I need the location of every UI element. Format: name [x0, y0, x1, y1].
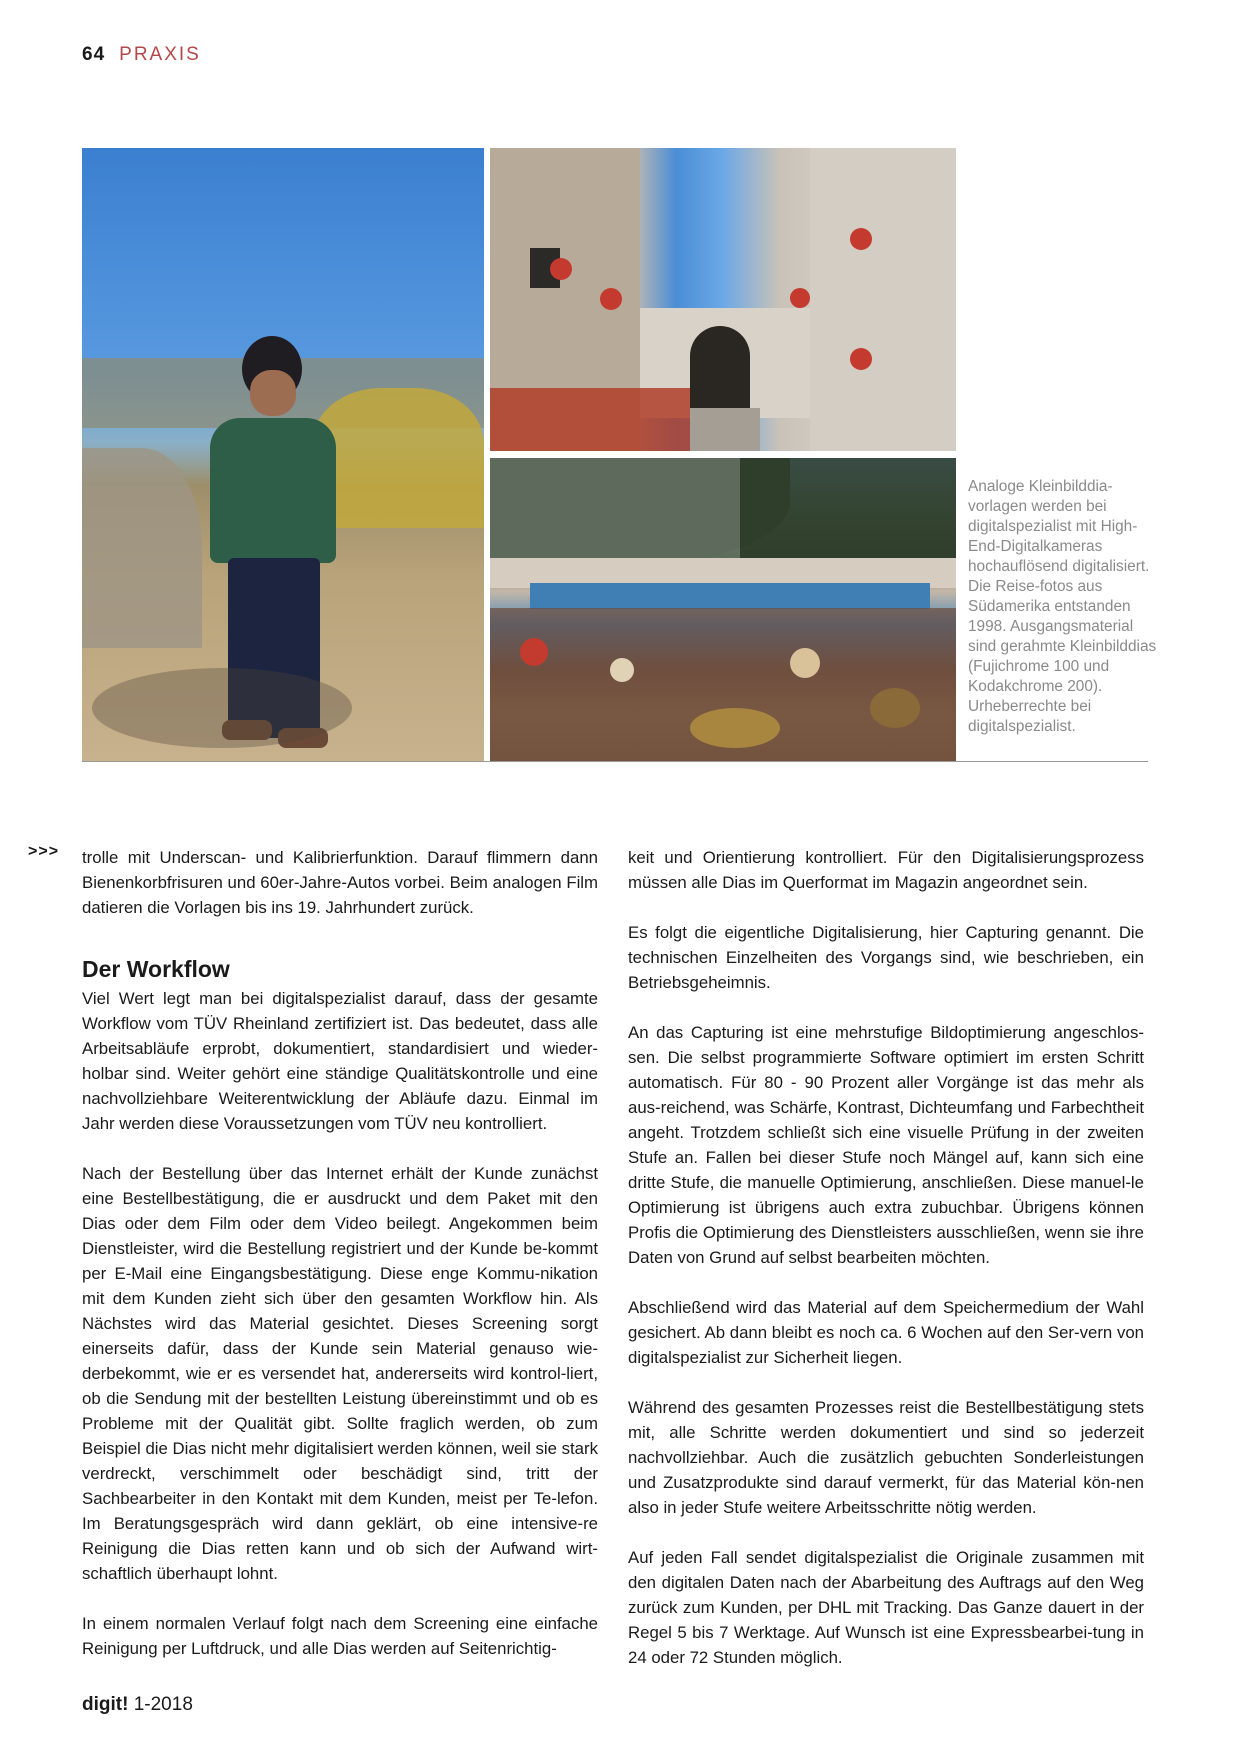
photo-boy-on-path [82, 148, 484, 761]
paragraph: Während des gesamten Prozesses reist die Bestellbestätigung stets mit, alle Schritte werden dokumentiert und sind so jederzeit nachvollziehbar. Auch die zusätzlich gebuchten Sonderleistungen und Zusatzprodukte sind darauf vermerkt, für das Material kön-nen also in jeder Stufe weitere Arbeitsschritte nötig werden. [628, 1398, 1144, 1517]
paragraph: In einem normalen Verlauf folgt nach dem Screening eine einfache Reinigung per Luftdruck, und alle Dias werden auf Seitenrichtig- [82, 1614, 598, 1658]
page-number: 64 [82, 44, 106, 65]
photo-alley-flowers [490, 148, 956, 451]
photo-caption: Analoge Kleinbilddia-vorlagen werden bei digitalspezialist mit High-End-Digitalkameras hochauflösend digitalisiert. Die Reise-fotos aus Südamerika entstanden 1998. Ausgangsmaterial sind gerahmte Kleinbilddias (Fujichrome 100 und Kodakchrome 200). Urheberrechte bei digitalspezialist. [968, 478, 1157, 735]
article-column-left [82, 845, 598, 1686]
paragraph: Es folgt die eigentliche Digitalisierung, hier Capturing genannt. Die technischen Einzelheiten des Vorgangs sind, wie beschrieben, ein Betriebsgeheimnis. [628, 923, 1144, 992]
intro-paragraph: trolle mit Underscan- und Kalibrierfunktion. Darauf flimmern dann Bienenkorbfrisuren und 60er-Jahre-Autos vorbei. Beim analogen Film datieren die Vorlagen bis ins 19. Jahrhundert zurück. [82, 848, 598, 917]
issue-number: 1-2018 [133, 1694, 193, 1715]
paragraph: An das Capturing ist eine mehrstufige Bildoptimierung angeschlos-sen. Die selbst programmierte Software optimiert im ersten Schritt automatisch. Für 80 - 90 Prozent aller Vorgänge ist das mehr als aus-reichend, was Schärfe, Kontrast, Dichteumfang und Farbechtheit angeht. Trotzdem schließt sich eine visuelle Prüfung in der zweiten Stufe an. Fallen bei dieser Stufe noch Mängel auf, kann sich eine dritte Stufe, die manuelle Optimierung, anschließen. Diese manuel-le Optimierung ist übrigens auch extra zubuchbar. Übrigens können Profis die Optimierung des Dienstleisters ausschließen, wenn sie ihre Daten von Grund auf selbst bearbeiten möchten. [628, 1023, 1144, 1267]
paragraph: Nach der Bestellung über das Internet erhält der Kunde zunächst eine Bestellbestätigung, die er ausdruckt und dem Paket mit den Dias oder dem Film oder dem Video beilegt. Angekommen beim Dienstleister, wird die Bestellung registriert und der Kunde be-kommt per E-Mail eine Eingangsbestätigung. Diese enge Kommu-nikation mit dem Kunden zieht sich über den gesamten Workflow hin. Als Nächstes wird das Material gesichtet. Dieses Screening sorgt einerseits dafür, dass der Kunde sein Material genauso wie-derbekommt, wie er es versendet hat, andererseits wird kontrol-liert, ob die Sendung mit der bestellten Leistung übereinstimmt und ob es Probleme mit der Qualität gibt. Sollte fraglich werden, ob zum Beispiel die Dias nicht mehr digitalisiert werden können, weil sie stark verdreckt, verschimmelt oder beschädigt sind, tritt der Sachbearbeiter in den Kontakt mit dem Kunden, meist per Te-lefon. Im Beratungsgespräch wird dann geklärt, ob eine intensive-re Reinigung die Dias retten kann und ob sich der Aufwand wirt-schaftlich überhaupt lohnt. [82, 1164, 598, 1583]
continuation-marker: >>> [28, 843, 60, 860]
paragraph: Abschließend wird das Material auf dem Speichermedium der Wahl gesichert. Ab dann bleibt es noch ca. 6 Wochen auf den Ser-vern von digitalspezialist zur Sicherheit liegen. [628, 1298, 1144, 1367]
paragraph: Auf jeden Fall sendet digitalspezialist die Originale zusammen mit den digitalen Daten nach der Abarbeitung des Auftrags auf den Weg zurück zum Kunden, per DHL mit Tracking. Das Ganze dauert in der Regel 5 bis 7 Werktage. Auf Wunsch ist eine Expressbearbei-tung in 24 oder 72 Stunden möglich. [628, 1548, 1144, 1667]
photo-market-mountains [490, 458, 956, 761]
caption-divider [82, 761, 1148, 762]
page-footer [82, 1694, 193, 1716]
paragraph: keit und Orientierung kontrolliert. Für den Digitalisierungsprozess müssen alle Dias im Querformat im Magazin angeordnet sein. [628, 848, 1144, 892]
article-column-right [628, 845, 1144, 1695]
page-header [82, 44, 201, 66]
magazine-brand: digit! [82, 1694, 129, 1715]
section-title: PRAXIS [119, 44, 201, 65]
paragraph: Viel Wert legt man bei digitalspezialist darauf, dass der gesamte Workflow vom TÜV Rheinland zertifiziert ist. Das bedeutet, dass alle Arbeitsabläufe erprobt, dokumentiert, standardisiert und wieder-holbar sind. Weiter gehört eine ständige Qualitätskontrolle und eine nachvollziehbare Weiterentwicklung der Abläufe dazu. Einmal im Jahr werden diese Voraussetzungen vom TÜV neu kontrolliert. [82, 989, 598, 1133]
section-heading: Der Workflow [82, 956, 230, 982]
